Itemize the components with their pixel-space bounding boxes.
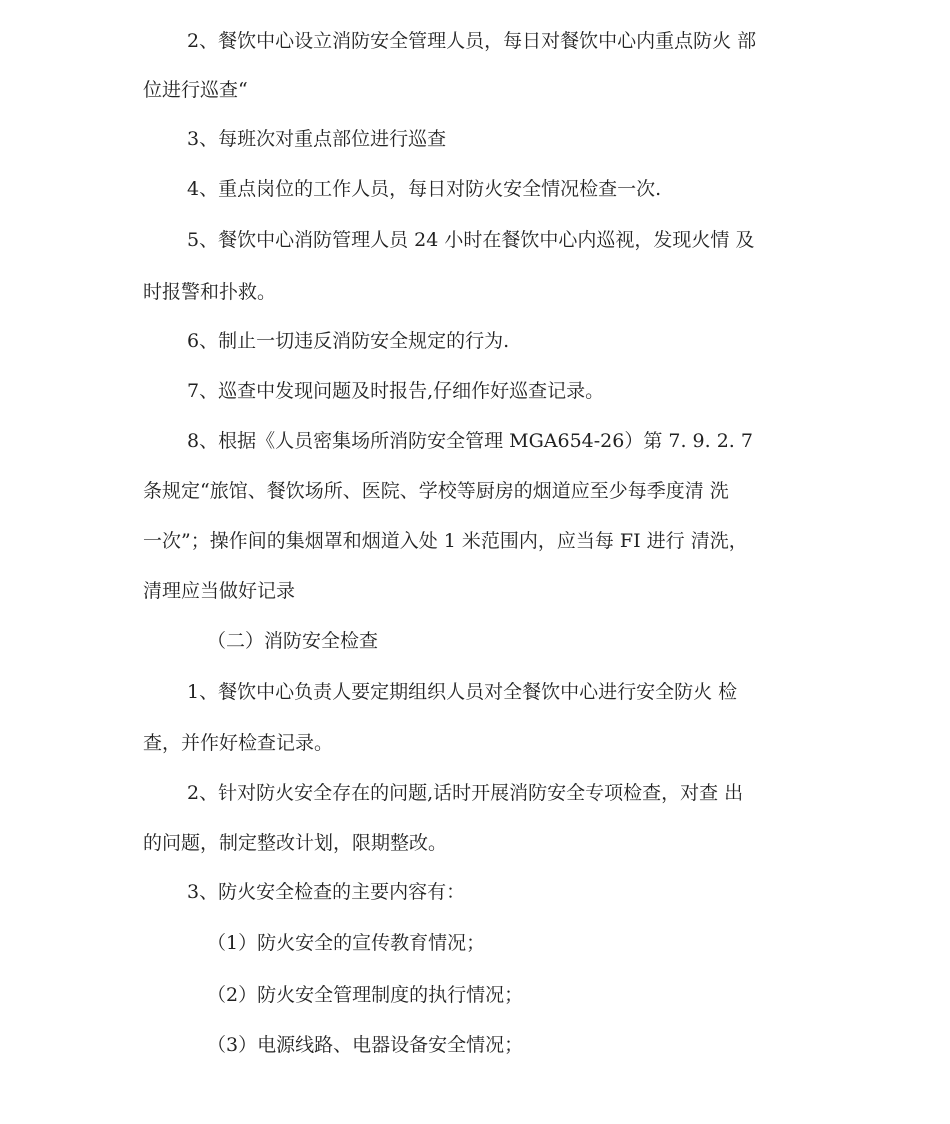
paragraph-line: 一次”；操作间的集烟罩和烟道入处 1 米范围内，应当每 FI 进行 清洗， (143, 530, 748, 552)
paragraph-line: 7、巡查中发现问题及时报告,仔细作好巡查记录。 (187, 380, 605, 402)
paragraph-line: 清理应当做好记录 (143, 580, 296, 602)
paragraph-line: 条规定“旅馆、餐饮场所、医院、学校等厨房的烟道应至少每季度清 洗 (143, 480, 729, 502)
paragraph-line: 8、根据《人员密集场所消防安全管理 MGA654-26）第 7. 9. 2. 7 (187, 430, 753, 452)
paragraph-line: 位进行巡查“ (143, 79, 248, 101)
paragraph-line: 3、防火安全检查的主要内容有： (187, 881, 466, 903)
list-item: （3）电源线路、电器设备安全情况； (207, 1034, 524, 1056)
section-heading: （二）消防安全检查 (207, 630, 379, 652)
paragraph-line: 的问题，制定整改计划，限期整改。 (143, 832, 448, 854)
list-item: （2）防火安全管理制度的执行情况； (207, 984, 524, 1006)
paragraph-line: 2、针对防火安全存在的问题,话时开展消防安全专项检查，对查 出 (187, 782, 744, 804)
paragraph-line: 6、制止一切违反消防安全规定的行为. (187, 330, 510, 352)
paragraph-line: 时报警和扑救。 (143, 281, 277, 303)
paragraph-line: 5、餐饮中心消防管理人员 24 小时在餐饮中心内巡视，发现火情 及 (187, 229, 755, 251)
paragraph-line: 1、餐饮中心负责人要定期组织人员对全餐饮中心进行安全防火 检 (187, 681, 738, 703)
paragraph-line: 2、餐饮中心设立消防安全管理人员，每日对餐饮中心内重点防火 部 (187, 30, 757, 52)
list-item: （1）防火安全的宣传教育情况； (207, 932, 486, 954)
paragraph-line: 3、每班次对重点部位进行巡查 (187, 128, 447, 150)
paragraph-line: 查，并作好检查记录。 (143, 732, 334, 754)
paragraph-line: 4、重点岗位的工作人员，每日对防火安全情况检查一次. (187, 178, 662, 200)
